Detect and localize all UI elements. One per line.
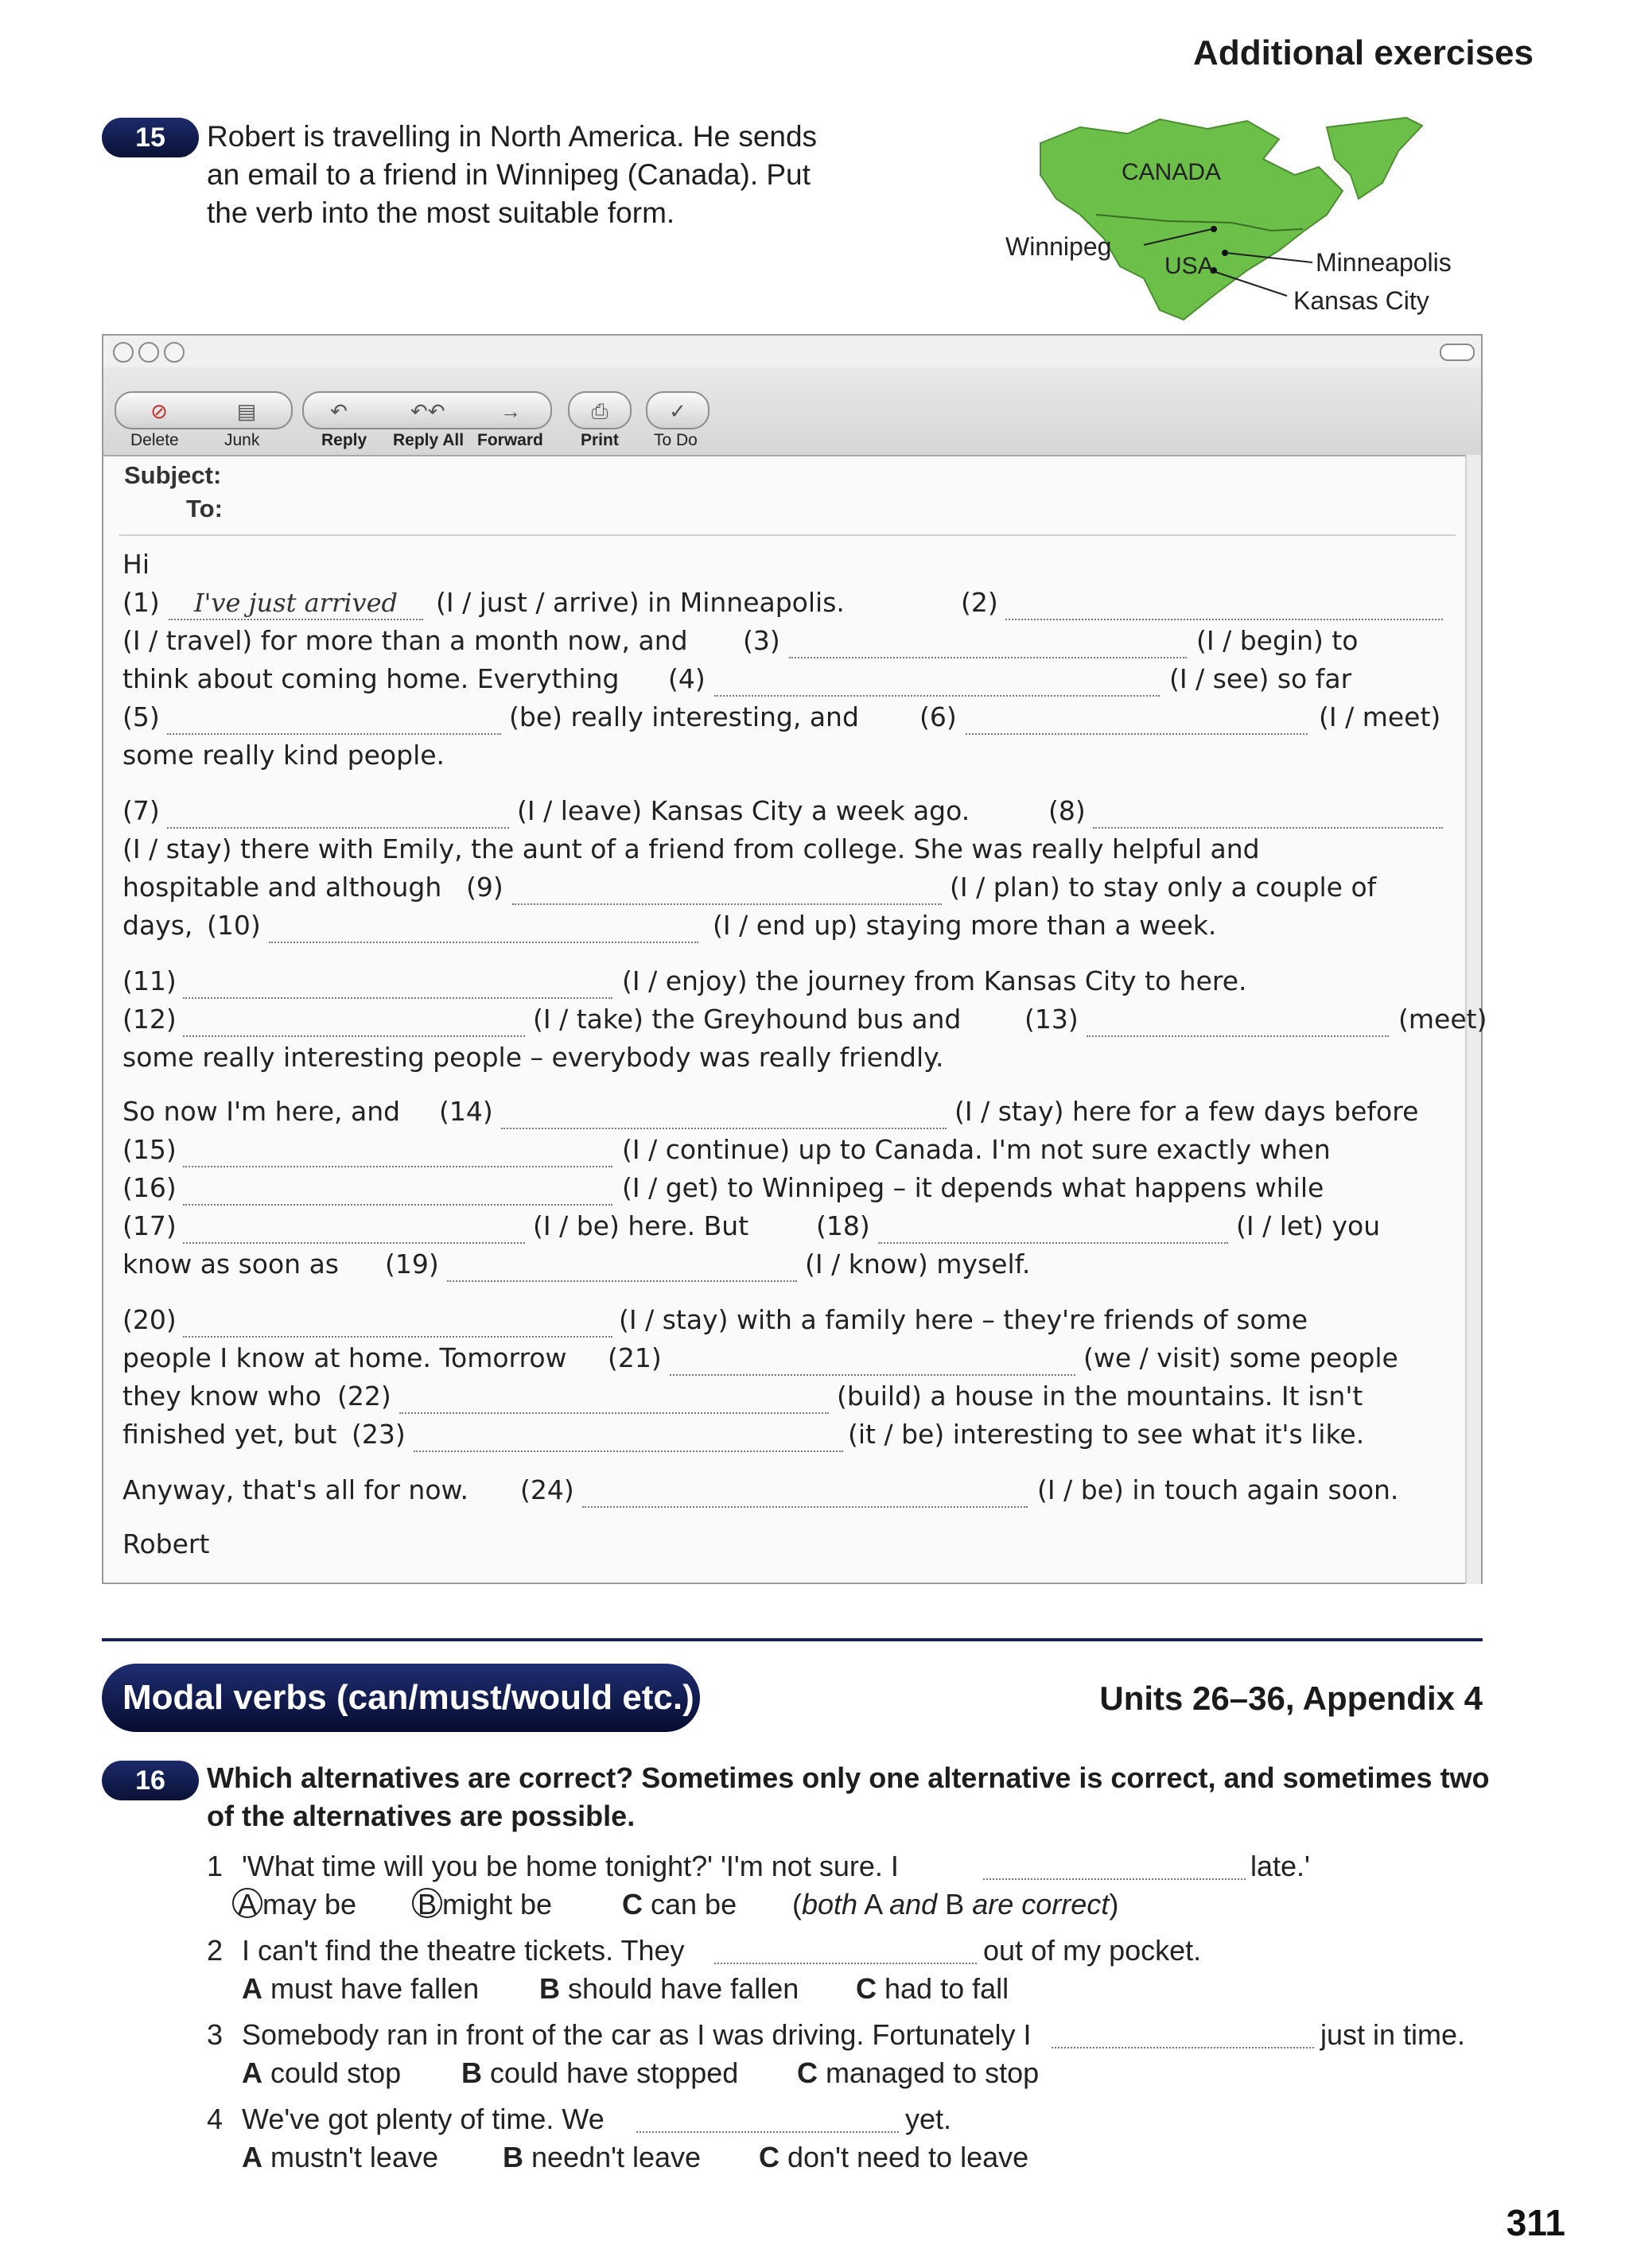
option-c[interactable] — [797, 2056, 1039, 2090]
exercise-15-instructions — [207, 118, 817, 232]
map-label-winnipeg: Winnipeg — [1005, 232, 1112, 261]
toolbar-toggle-icon[interactable] — [1440, 344, 1475, 361]
option-a[interactable] — [242, 1972, 479, 2006]
header-divider — [119, 534, 1456, 536]
blank-number: (10) — [207, 910, 261, 941]
answer-blank-24[interactable] — [582, 1506, 1028, 1508]
option-text: needn't leave — [531, 2141, 702, 2173]
option-letter: B — [461, 2056, 482, 2089]
answer-blank-11[interactable] — [183, 997, 612, 999]
answer-blank-2[interactable] — [1005, 619, 1443, 620]
blank-number: (13) — [1024, 1004, 1079, 1035]
option-text: might be — [442, 1888, 553, 1920]
answer-blank-8[interactable] — [1093, 827, 1443, 829]
verb-prompt: (I / just / arrive) in Minneapolis. — [436, 587, 845, 618]
answer-blank-23[interactable] — [414, 1451, 843, 1452]
verb-prompt: (I / take) the Greyhound bus and — [533, 1004, 962, 1035]
option-b[interactable] — [412, 1888, 552, 1921]
to-label: To: — [186, 495, 223, 522]
question-text-end: late.' — [1250, 1850, 1310, 1882]
question-text: Somebody ran in front of the car as I was driving. Fortunately I — [242, 2018, 1032, 2051]
blank-number: (9) — [466, 872, 503, 903]
map-label-kansas-city: Kansas City — [1293, 286, 1429, 315]
answer-blank-20[interactable] — [183, 1336, 612, 1338]
junk-icon[interactable]: ▤ — [236, 399, 257, 423]
verb-prompt: (I / leave) Kansas City a week ago. — [517, 795, 970, 826]
verb-prompt: (I / meet) — [1319, 701, 1441, 732]
option-text: managed to stop — [826, 2056, 1040, 2089]
verb-prompt: (I / be) here. But — [533, 1210, 749, 1241]
blank-number: (19) — [385, 1249, 439, 1280]
option-letter: C — [759, 2141, 780, 2173]
greenland-landmass — [1327, 118, 1422, 199]
delete-button[interactable]: Delete — [130, 431, 179, 449]
instruction-line: Robert is travelling in North America. He sends — [207, 120, 818, 153]
option-b[interactable] — [539, 1972, 799, 2006]
verb-prompt: (I / plan) to stay only a couple of — [950, 872, 1377, 903]
option-text: may be — [262, 1888, 357, 1920]
answer-blank-22[interactable] — [399, 1412, 829, 1414]
email-line: some really kind people. — [122, 740, 445, 771]
reply-button[interactable]: Reply — [321, 431, 367, 449]
option-text: should have fallen — [568, 1972, 799, 2005]
question-blank[interactable] — [714, 1963, 977, 1964]
page-header-title: Additional exercises — [1193, 33, 1534, 72]
answer-blank-4[interactable] — [714, 695, 1160, 697]
zoom-window-icon[interactable] — [164, 342, 185, 363]
email-line: some really interesting people – everybody was really friendly. — [122, 1042, 944, 1073]
option-a[interactable] — [242, 2141, 438, 2174]
verb-prompt: (I / be) in touch again soon. — [1037, 1474, 1399, 1505]
units-reference: Units 26–36, Appendix 4 — [1099, 1680, 1483, 1717]
blank-number: (7) — [122, 795, 160, 826]
question-text-end: just in time. — [1320, 2018, 1466, 2051]
window-titlebar — [103, 336, 1481, 367]
body-text: hospitable and although — [122, 872, 442, 903]
question-number: 2 — [207, 1934, 224, 1967]
blank-number: (8) — [1048, 795, 1086, 826]
answer-blank-6[interactable] — [966, 733, 1308, 735]
option-letter: A — [242, 2141, 262, 2173]
reply-group — [302, 391, 552, 429]
body-text: think about coming home. Everything — [122, 663, 620, 694]
answer-blank-17[interactable] — [183, 1242, 525, 1244]
option-text: had to fall — [884, 1972, 1009, 2005]
email-line: (I / stay) there with Emily, the aunt of a friend from college. She was really helpful and — [122, 833, 1260, 864]
forward-button[interactable]: Forward — [477, 431, 543, 449]
option-letter: A — [242, 1972, 262, 2005]
body-text: Anyway, that's all for now. — [122, 1474, 468, 1505]
instruction-line: an email to a friend in Winnipeg (Canada). Put — [207, 158, 811, 191]
instruction-line: Which alternatives are correct? Sometimes only one alternative is correct, and sometimes two — [207, 1761, 1490, 1794]
blank-number: (4) — [668, 663, 706, 694]
circled-letter: A — [232, 1888, 262, 1918]
verb-prompt: (we / visit) some people — [1083, 1342, 1398, 1373]
question-text: I can't find the theatre tickets. They — [242, 1934, 685, 1967]
checkmark-icon[interactable]: ✓ — [669, 399, 686, 423]
email-greeting: Hi — [122, 549, 150, 580]
blank-number: (1) — [122, 587, 160, 618]
blank-number: (21) — [608, 1342, 662, 1373]
answer-blank-10[interactable] — [269, 942, 698, 943]
question-blank[interactable] — [636, 2131, 899, 2133]
handwritten-example-answer: I've just arrived — [193, 588, 398, 618]
verb-prompt: (I / enjoy) the journey from Kansas City to here. — [622, 965, 1247, 996]
exercise-16-badge: 16 — [102, 1761, 199, 1800]
body-text: days, — [122, 910, 193, 941]
verb-prompt: (build) a house in the mountains. It isn't — [837, 1381, 1363, 1412]
answer-blank-12[interactable] — [183, 1035, 525, 1037]
printer-icon[interactable]: ⎙ — [591, 399, 608, 423]
note-text: B — [945, 1888, 965, 1920]
reply-all-button[interactable]: Reply All — [393, 431, 465, 449]
blank-number: (16) — [122, 1172, 177, 1203]
answer-blank-14[interactable] — [501, 1128, 947, 1129]
blank-number: (2) — [961, 587, 998, 618]
verb-prompt: (I / know) myself. — [805, 1249, 1031, 1280]
verb-prompt: (meet) — [1398, 1004, 1487, 1035]
note-text: both — [802, 1888, 858, 1920]
body-text: finished yet, but — [122, 1419, 337, 1450]
mail-toolbar — [103, 367, 1481, 456]
blank-number: (24) — [520, 1474, 574, 1505]
email-window — [102, 334, 1487, 1584]
body-text: they know who — [122, 1381, 321, 1412]
instruction-line: of the alternatives are possible. — [207, 1800, 636, 1832]
close-window-icon[interactable] — [113, 342, 134, 363]
exercise-16-instructions — [207, 1759, 1490, 1835]
option-letter: B — [539, 1972, 560, 2005]
blank-number: (15) — [122, 1134, 177, 1165]
reply-all-icon[interactable]: ↶↶ — [410, 399, 445, 423]
answer-note: (both A and B are correct) — [792, 1888, 1119, 1920]
blank-number: (20) — [122, 1304, 177, 1335]
body-text: people I know at home. Tomorrow — [122, 1342, 567, 1373]
verb-prompt: (be) really interesting, and — [509, 701, 859, 732]
option-text: can be — [651, 1888, 737, 1920]
answer-blank-15[interactable] — [183, 1166, 612, 1167]
section-divider — [102, 1638, 1483, 1641]
question-number: 4 — [207, 2103, 224, 2135]
verb-prompt: (I / end up) staying more than a week. — [713, 910, 1217, 941]
note-text: A — [864, 1888, 882, 1920]
note-text: and — [889, 1888, 938, 1920]
option-letter: A — [242, 2056, 262, 2089]
blank-number: (22) — [337, 1381, 391, 1412]
print-group — [568, 391, 632, 429]
blank-number: (14) — [439, 1096, 493, 1127]
blank-number: (11) — [122, 965, 177, 996]
option-letter: C — [856, 1972, 877, 2005]
option-text: mustn't leave — [270, 2141, 438, 2173]
verb-prompt: (I / get) to Winnipeg – it depends what happens while — [622, 1172, 1324, 1203]
map-label-usa: USA — [1164, 253, 1214, 279]
blank-number: (23) — [352, 1419, 406, 1450]
question-text: We've got plenty of time. We — [242, 2103, 605, 2135]
reply-icon[interactable]: ↶ — [330, 399, 348, 423]
verb-prompt: (I / stay) with a family here – they're friends of some — [619, 1304, 1308, 1335]
question-blank[interactable] — [1052, 2047, 1314, 2049]
map-label-minneapolis: Minneapolis — [1316, 248, 1452, 277]
option-b[interactable] — [503, 2141, 701, 2174]
question-text-end: out of my pocket. — [983, 1934, 1202, 1967]
blank-number: (3) — [743, 625, 780, 656]
verb-prompt: (it / be) interesting to see what it's like. — [848, 1419, 1365, 1450]
subject-label: Subject: — [124, 461, 222, 489]
blank-number: (12) — [122, 1004, 177, 1035]
question-text-end: yet. — [905, 2103, 952, 2135]
option-text: could have stopped — [490, 2056, 739, 2089]
email-signature: Robert — [122, 1528, 210, 1559]
answer-blank-18[interactable] — [878, 1242, 1228, 1244]
option-a[interactable] — [242, 2056, 401, 2090]
body-text: So now I'm here, and — [122, 1096, 401, 1127]
print-button[interactable]: Print — [581, 431, 619, 449]
map-label-canada: CANADA — [1122, 159, 1222, 185]
option-c[interactable] — [759, 2141, 1028, 2174]
verb-prompt: (I / let) you — [1236, 1210, 1381, 1241]
north-america-map — [1005, 111, 1454, 326]
option-text: don't need to leave — [787, 2141, 1029, 2173]
verb-prompt: (I / stay) here for a few days before — [954, 1096, 1419, 1127]
note-text: are correct — [972, 1888, 1110, 1920]
forward-icon[interactable]: → — [500, 399, 521, 423]
blank-number: (18) — [816, 1210, 870, 1241]
answer-blank-9[interactable] — [512, 903, 942, 905]
delete-icon[interactable]: ⊘ — [150, 399, 168, 423]
todo-button[interactable]: To Do — [654, 431, 698, 449]
question-text: 'What time will you be home tonight?' 'I'm not sure. I — [242, 1850, 899, 1882]
option-letter: C — [622, 1888, 643, 1920]
option-b[interactable] — [461, 2056, 738, 2090]
blank-number: (6) — [919, 701, 957, 732]
option-c[interactable] — [856, 1972, 1009, 2006]
option-text: must have fallen — [270, 1972, 480, 2005]
answer-blank-13[interactable] — [1087, 1035, 1389, 1037]
answer-blank-16[interactable] — [183, 1204, 612, 1206]
junk-button[interactable]: Junk — [224, 431, 260, 449]
exercise-15-badge: 15 — [102, 118, 199, 157]
verb-prompt: (I / see) so far — [1169, 663, 1352, 694]
section-title-banner: Modal verbs (can/must/would etc.) — [102, 1664, 700, 1732]
verb-prompt: (I / travel) for more than a month now, and — [122, 625, 688, 656]
verb-prompt: (I / begin) to — [1196, 625, 1359, 656]
blank-number: (17) — [122, 1210, 177, 1241]
page-number: 311 — [1506, 2202, 1565, 2243]
verb-prompt: (I / continue) up to Canada. I'm not sure exactly when — [622, 1134, 1331, 1165]
todo-group — [646, 391, 710, 429]
answer-blank-21[interactable] — [670, 1374, 1075, 1376]
instruction-line: the verb into the most suitable form. — [207, 196, 675, 229]
option-letter: B — [503, 2141, 523, 2173]
answer-blank-3[interactable] — [789, 657, 1187, 658]
circled-letter: B — [412, 1888, 442, 1918]
minimize-window-icon[interactable] — [138, 342, 159, 363]
answer-blank-5[interactable] — [167, 733, 501, 735]
option-letter: C — [797, 2056, 818, 2089]
option-c[interactable] — [622, 1888, 737, 1921]
answer-blank-1[interactable] — [169, 588, 423, 620]
question-number: 3 — [207, 2018, 224, 2051]
delete-junk-group — [115, 391, 293, 429]
answer-blank-19[interactable] — [447, 1280, 797, 1282]
question-blank[interactable] — [983, 1878, 1246, 1880]
question-number: 1 — [207, 1850, 224, 1882]
option-text: could stop — [270, 2056, 402, 2089]
answer-blank-7[interactable] — [167, 827, 509, 829]
blank-number: (5) — [122, 701, 160, 732]
option-a[interactable] — [232, 1888, 356, 1921]
body-text: know as soon as — [122, 1249, 339, 1280]
